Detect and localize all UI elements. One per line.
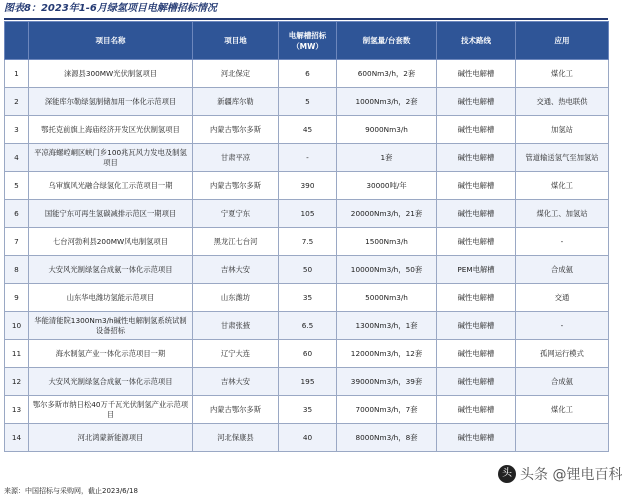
table-cell: 海水制氢产业一体化示范项目一期 (29, 340, 193, 368)
figure-title: 图表8：2023年1-6月绿氢项目电解槽招标情况 (4, 3, 217, 14)
table-cell: 碱性电解槽 (437, 88, 516, 116)
table-cell: 3 (5, 116, 29, 144)
bid-table (4, 21, 609, 452)
table-cell (516, 424, 609, 452)
table-cell: 10 (5, 312, 29, 340)
table-header-row (5, 22, 609, 60)
table-cell: 5 (279, 88, 337, 116)
table-cell: 大安风光制绿氢合成氨一体化示范项目 (29, 256, 193, 284)
table-cell: 40 (279, 424, 337, 452)
table-cell: 35 (279, 284, 337, 312)
column-header: 应用 (516, 22, 609, 60)
table-cell: 鄂托克前旗上海庙经济开发区光伏制氢项目 (29, 116, 193, 144)
table-cell: 七台河勃利县200MW风电制氢项目 (29, 228, 193, 256)
column-header: 项目名称 (29, 22, 193, 60)
table-cell: 4 (5, 144, 29, 172)
table-cell: 碱性电解槽 (437, 60, 516, 88)
table-cell: 12000Nm3/h，12套 (337, 340, 437, 368)
table-cell: 河北鸿蒙新能源项目 (29, 424, 193, 452)
table-cell: 碱性电解槽 (437, 116, 516, 144)
table-cell: 华能清能院1300Nm3/h碱性电解制氢系统试制设备招标 (29, 312, 193, 340)
table-cell: 7.5 (279, 228, 337, 256)
table-cell: 9000Nm3/h (337, 116, 437, 144)
watermark-text: 头条 @锂电百科 (520, 467, 622, 483)
table-cell: 煤化工 (516, 172, 609, 200)
table-cell: 河北保康县 (193, 424, 279, 452)
table-row (5, 340, 609, 368)
table-cell: 2 (5, 88, 29, 116)
table-cell: 吉林大安 (193, 256, 279, 284)
table-cell: 35 (279, 396, 337, 424)
table-cell: 碱性电解槽 (437, 144, 516, 172)
table-cell: 600Nm3/h，2套 (337, 60, 437, 88)
table-cell: 深能库尔勒绿氢制储加用一体化示范项目 (29, 88, 193, 116)
table-cell: - (516, 312, 609, 340)
table-cell: 管道输送氢气至加氢站 (516, 144, 609, 172)
table-cell: 孤网运行模式 (516, 340, 609, 368)
column-header: 项目地 (193, 22, 279, 60)
table-row (5, 144, 609, 172)
table-cell: 涞源县300MW光伏制氢项目 (29, 60, 193, 88)
table-cell: 乌审旗风光融合绿氢化工示范项目一期 (29, 172, 193, 200)
column-header: 技术路线 (437, 22, 516, 60)
table-row (5, 424, 609, 452)
table-row (5, 284, 609, 312)
table-cell: 黑龙江七台河 (193, 228, 279, 256)
table-cell: 14 (5, 424, 29, 452)
table-cell: 105 (279, 200, 337, 228)
table-cell: 7000Nm3/h，7套 (337, 396, 437, 424)
table-cell: 390 (279, 172, 337, 200)
table-cell: 39000Nm3/h，39套 (337, 368, 437, 396)
table-cell: 大安风光制绿氢合成氨一体化示范项目 (29, 368, 193, 396)
table-row (5, 172, 609, 200)
table-cell: 鄂尔多斯市纳日松40万千瓦光伏制氢产业示范项目 (29, 396, 193, 424)
table-cell: 50 (279, 256, 337, 284)
table-cell: 5000Nm3/h (337, 284, 437, 312)
table-cell: 碱性电解槽 (437, 284, 516, 312)
table-cell: 6.5 (279, 312, 337, 340)
table-cell: 山东华电潍坊氢能示范项目 (29, 284, 193, 312)
column-header: 电解槽招标（MW） (279, 22, 337, 60)
table-cell: 30000吨/年 (337, 172, 437, 200)
table-cell: 平凉海螺崆峒区峡门乡100兆瓦风力发电及制氢项目 (29, 144, 193, 172)
table-cell: 甘肃平凉 (193, 144, 279, 172)
table-row (5, 368, 609, 396)
table-cell: 山东潍坊 (193, 284, 279, 312)
table-cell: 8000Nm3/h，8套 (337, 424, 437, 452)
table-cell: 9 (5, 284, 29, 312)
table-cell: 1 (5, 60, 29, 88)
table-cell: 5 (5, 172, 29, 200)
table-cell: 合成氨 (516, 256, 609, 284)
table-cell: 20000Nm3/h，21套 (337, 200, 437, 228)
table-cell: 碱性电解槽 (437, 368, 516, 396)
table-cell: - (279, 144, 337, 172)
table-cell: 碱性电解槽 (437, 396, 516, 424)
table-cell: 195 (279, 368, 337, 396)
table-cell: 加氢站 (516, 116, 609, 144)
table-cell: 吉林大安 (193, 368, 279, 396)
table-cell: 13 (5, 396, 29, 424)
table-cell: 国能宁东可再生氢碳减排示范区一期项目 (29, 200, 193, 228)
table-cell: 12 (5, 368, 29, 396)
table-cell: 煤化工 (516, 396, 609, 424)
table-cell: 11 (5, 340, 29, 368)
table-cell: 6 (5, 200, 29, 228)
table-cell: 60 (279, 340, 337, 368)
table-cell: 8 (5, 256, 29, 284)
watermark-logo: 头 (498, 465, 516, 483)
table-row (5, 312, 609, 340)
table-cell: 45 (279, 116, 337, 144)
table-cell: 合成氨 (516, 368, 609, 396)
table-cell: - (516, 228, 609, 256)
table-cell: 10000Nm3/h，50套 (337, 256, 437, 284)
table-cell: 河北保定 (193, 60, 279, 88)
watermark (498, 461, 622, 487)
table-cell: 新疆库尔勒 (193, 88, 279, 116)
table-row (5, 60, 609, 88)
table-cell: 煤化工、加氢站 (516, 200, 609, 228)
title-divider (4, 18, 608, 20)
table-cell: 交通 (516, 284, 609, 312)
table-cell: PEM电解槽 (437, 256, 516, 284)
table-cell: 碱性电解槽 (437, 172, 516, 200)
table-cell: 1300Nm3/h，1套 (337, 312, 437, 340)
table-row (5, 256, 609, 284)
table-cell: 内蒙古鄂尔多斯 (193, 172, 279, 200)
table-row (5, 88, 609, 116)
column-header: 制氢量/台套数 (337, 22, 437, 60)
table-cell: 6 (279, 60, 337, 88)
column-header (5, 22, 29, 60)
table-cell: 交通、热电联供 (516, 88, 609, 116)
table-row (5, 116, 609, 144)
table-cell: 碱性电解槽 (437, 228, 516, 256)
table-cell: 煤化工 (516, 60, 609, 88)
table-cell: 辽宁大连 (193, 340, 279, 368)
table-row (5, 396, 609, 424)
table-cell: 1500Nm3/h (337, 228, 437, 256)
table-cell: 碱性电解槽 (437, 424, 516, 452)
table-row (5, 228, 609, 256)
table-cell: 宁夏宁东 (193, 200, 279, 228)
table-cell: 1000Nm3/h，2套 (337, 88, 437, 116)
source-note: 来源：中国招标与采购网，截止2023/6/18 (4, 487, 138, 495)
table-cell: 碱性电解槽 (437, 340, 516, 368)
table-body (5, 60, 609, 452)
table-cell: 碱性电解槽 (437, 312, 516, 340)
table-cell: 7 (5, 228, 29, 256)
table-cell: 碱性电解槽 (437, 200, 516, 228)
table-cell: 内蒙古鄂尔多斯 (193, 396, 279, 424)
table-row (5, 200, 609, 228)
table-cell: 内蒙古鄂尔多斯 (193, 116, 279, 144)
table-cell: 甘肃张掖 (193, 312, 279, 340)
table-cell: 1套 (337, 144, 437, 172)
